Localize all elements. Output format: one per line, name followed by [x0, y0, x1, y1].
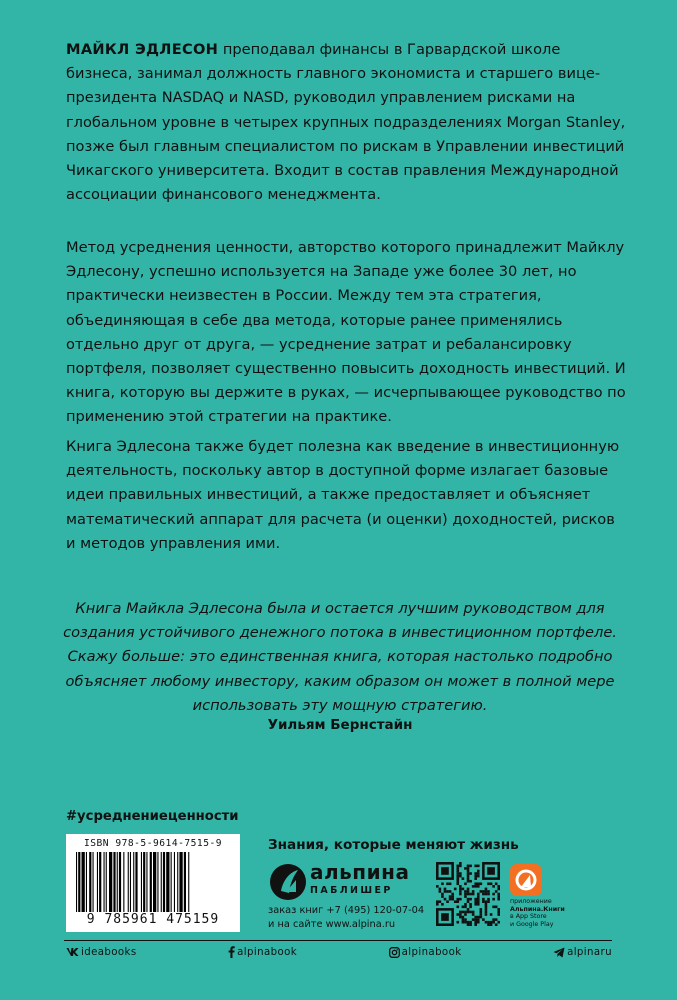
- qr-module: [467, 890, 470, 893]
- social-instagram[interactable]: [389, 946, 462, 958]
- barcode-bar: [104, 852, 105, 912]
- qr-finder-core: [487, 867, 495, 875]
- qr-module: [472, 890, 475, 893]
- barcode-bar: [128, 852, 129, 912]
- qr-module: [497, 893, 500, 896]
- qr-module: [485, 900, 488, 903]
- qr-module: [454, 888, 457, 891]
- qr-module: [492, 885, 495, 888]
- qr-finder-core: [441, 867, 449, 875]
- barcode-bar: [78, 852, 80, 912]
- qr-module: [497, 911, 500, 914]
- barcode-bar: [113, 852, 115, 912]
- qr-module: [456, 865, 459, 868]
- barcode-digits: 9 785961 475159: [86, 912, 220, 927]
- qr-module: [467, 893, 470, 896]
- barcode-bar: [157, 852, 158, 912]
- qr-module: [487, 893, 490, 896]
- qr-module: [474, 921, 477, 924]
- qr-module: [487, 921, 490, 924]
- qr-module: [480, 882, 483, 885]
- order-phone: заказ книг +7 (495) 120-07-04: [268, 905, 425, 916]
- qr-module: [456, 913, 459, 916]
- qr-module: [439, 900, 442, 903]
- qr-module: [469, 880, 472, 883]
- social-vk[interactable]: [66, 946, 137, 958]
- qr-module: [459, 875, 462, 878]
- qr-module: [497, 908, 500, 911]
- qr-module: [485, 903, 488, 906]
- author-bio-text: преподавал финансы в Гарвардской школе бизнеса, занимал должность главного экономиста и старшего вице-президента NASDAQ и NASD, руководил управлением рисками на глобальном уровне в четырех крупных подразделениях Morgan Stanley, позже был главным специалистом по рискам в Управлении инвестиций Чикагского университета. Входит в состав правления Международной ассоциации финансового менеджмента.: [66, 41, 626, 204]
- qr-module: [449, 882, 452, 885]
- qr-module: [467, 870, 470, 873]
- qr-module: [456, 900, 459, 903]
- footer-divider: [64, 940, 612, 941]
- qr-module: [495, 906, 498, 909]
- qr-module: [492, 906, 495, 909]
- publisher-tagline: Знания, которые меняют жизнь: [268, 837, 519, 853]
- qr-finder-core: [441, 913, 449, 921]
- qr-module: [462, 906, 465, 909]
- qr-module: [477, 903, 480, 906]
- barcode-bar: [188, 852, 189, 912]
- qr-module: [456, 875, 459, 878]
- qr-module: [436, 885, 439, 888]
- publisher-name: альпина: [310, 860, 410, 884]
- qr-module: [459, 916, 462, 919]
- barcode-bar: [153, 852, 156, 912]
- barcode-bar: [171, 852, 172, 912]
- qr-module: [495, 890, 498, 893]
- barcode-bar: [97, 852, 98, 912]
- qr-module: [462, 921, 465, 924]
- qr-module: [467, 900, 470, 903]
- qr-module: [464, 882, 467, 885]
- barcode-bar: [82, 852, 85, 912]
- app-promo-line-4: и Google Play: [510, 920, 554, 928]
- qr-module: [464, 903, 467, 906]
- qr-module: [444, 888, 447, 891]
- qr-module: [464, 913, 467, 916]
- qr-module: [456, 880, 459, 883]
- qr-module: [446, 890, 449, 893]
- telegram-icon: [553, 947, 565, 958]
- qr-module: [485, 911, 488, 914]
- quote-author: Уильям Бернстайн: [267, 717, 413, 733]
- qr-module: [472, 911, 475, 914]
- social-instagram-handle: alpinabook: [401, 946, 462, 958]
- qr-module: [459, 913, 462, 916]
- qr-module: [462, 877, 465, 880]
- barcode-bar: [93, 852, 94, 912]
- barcode-bar: [177, 852, 178, 912]
- qr-module: [495, 882, 498, 885]
- qr-module: [497, 913, 500, 916]
- qr-module: [469, 898, 472, 901]
- qr-module: [436, 903, 439, 906]
- social-facebook[interactable]: [228, 946, 297, 958]
- qr-module: [456, 867, 459, 870]
- qr-module: [477, 882, 480, 885]
- qr-module: [474, 865, 477, 868]
- social-vk-handle: ideabooks: [81, 946, 137, 958]
- barcode-bar: [179, 852, 182, 912]
- qr-module: [487, 890, 490, 893]
- qr-module: [487, 923, 490, 926]
- barcode-bar: [130, 852, 131, 912]
- qr-module: [469, 906, 472, 909]
- barcode-bar: [143, 852, 145, 912]
- qr-module: [474, 900, 477, 903]
- qr-module: [462, 888, 465, 891]
- qr-module: [451, 893, 454, 896]
- qr-module: [480, 911, 483, 914]
- qr-module: [472, 885, 475, 888]
- qr-module: [451, 898, 454, 901]
- qr-module: [485, 906, 488, 909]
- qr-module: [469, 893, 472, 896]
- qr-module: [464, 921, 467, 924]
- qr-module: [487, 882, 490, 885]
- qr-module: [474, 923, 477, 926]
- qr-module: [492, 898, 495, 901]
- instagram-icon: [389, 947, 400, 958]
- qr-module: [477, 870, 480, 873]
- qr-module: [469, 903, 472, 906]
- qr-module: [449, 898, 452, 901]
- qr-module: [439, 888, 442, 891]
- qr-module: [467, 888, 470, 891]
- qr-module: [467, 880, 470, 883]
- qr-module: [474, 918, 477, 921]
- qr-module: [469, 911, 472, 914]
- qr-module: [490, 921, 493, 924]
- qr-module: [467, 875, 470, 878]
- qr-module: [464, 890, 467, 893]
- barcode-bar: [89, 852, 91, 912]
- qr-module: [451, 895, 454, 898]
- barcode-bar: [106, 852, 107, 912]
- social-facebook-handle: alpinabook: [237, 946, 298, 958]
- qr-module: [446, 900, 449, 903]
- qr-module: [490, 913, 493, 916]
- qr-module: [456, 882, 459, 885]
- barcode-bars: [76, 852, 230, 912]
- qr-module: [456, 898, 459, 901]
- qr-module: [485, 888, 488, 891]
- qr-module: [492, 893, 495, 896]
- qr-module: [477, 900, 480, 903]
- qr-module: [497, 888, 500, 891]
- qr-module: [490, 882, 493, 885]
- qr-module: [459, 911, 462, 914]
- qr-module: [477, 898, 480, 901]
- barcode-bar: [146, 852, 147, 912]
- qr-module: [485, 908, 488, 911]
- qr-module: [474, 882, 477, 885]
- qr-module: [464, 911, 467, 914]
- qr-module: [449, 895, 452, 898]
- isbn-barcode: [66, 834, 240, 932]
- qr-module: [474, 885, 477, 888]
- barcode-bar: [161, 852, 162, 912]
- review-quote: Книга Майкла Эдлесона была и остается лучшим руководством для создания устойчивого денежного потока в инвестиционном портфеле. Скажу больше: это единственная книга, которая настолько подробно объясняет любому инвестору, каким образом он может в полной мере использовать эту мощную стратегию.: [63, 600, 617, 714]
- qr-module: [474, 903, 477, 906]
- qr-module: [472, 913, 475, 916]
- qr-module: [482, 890, 485, 893]
- qr-module: [467, 908, 470, 911]
- qr-module: [497, 898, 500, 901]
- barcode-bar: [163, 852, 165, 912]
- qr-module: [480, 916, 483, 919]
- qr-module: [464, 906, 467, 909]
- description-paragraph-1: Метод усреднения ценности, авторство которого принадлежит Майклу Эдлесону, успешно используется на Западе уже более 30 лет, но практически неизвестен в России. Между тем эта стратегия, объединяющая в себе два метода, которые ранее применялись отдельно друг от друга, — усреднение затрат и ребалансировку портфеля, позволяет существенно повысить доходность инвестиций. И книга, которую вы держите в руках, — исчерпывающее руководство по применению этой стратегии на практике.: [66, 239, 626, 426]
- barcode-bar: [150, 852, 152, 912]
- qr-module: [464, 893, 467, 896]
- barcode-bar: [135, 852, 137, 912]
- qr-module: [467, 921, 470, 924]
- qr-module: [459, 890, 462, 893]
- qr-module: [480, 913, 483, 916]
- alpina-app-icon: [510, 864, 542, 896]
- qr-module: [467, 923, 470, 926]
- qr-module: [474, 877, 477, 880]
- qr-module: [482, 898, 485, 901]
- social-telegram-handle: alpinaru: [567, 946, 612, 958]
- qr-module: [449, 890, 452, 893]
- hashtag: #усреднениеценности: [66, 809, 239, 824]
- qr-module: [477, 875, 480, 878]
- qr-module: [477, 895, 480, 898]
- qr-module: [459, 898, 462, 901]
- qr-module: [485, 893, 488, 896]
- qr-module: [441, 903, 444, 906]
- qr-module: [464, 895, 467, 898]
- qr-module: [467, 911, 470, 914]
- qr-module: [444, 890, 447, 893]
- qr-module: [441, 895, 444, 898]
- barcode-bar: [133, 852, 134, 912]
- qr-module: [477, 865, 480, 868]
- qr-module: [459, 872, 462, 875]
- qr-module: [497, 885, 500, 888]
- qr-module: [477, 918, 480, 921]
- qr-module: [497, 895, 500, 898]
- qr-module: [467, 898, 470, 901]
- qr-module: [441, 882, 444, 885]
- qr-module: [441, 893, 444, 896]
- order-site: и на сайте www.alpina.ru: [268, 918, 396, 930]
- app-promo-line-3: в App Store: [510, 913, 547, 921]
- barcode-bar: [76, 852, 77, 912]
- qr-module: [482, 918, 485, 921]
- qr-module: [492, 921, 495, 924]
- qr-module: [459, 865, 462, 868]
- qr-module: [462, 916, 465, 919]
- isbn-number: ISBN 978-5-9614-7515-9: [83, 838, 223, 849]
- qr-module: [456, 906, 459, 909]
- qr-module: [446, 882, 449, 885]
- publisher-subtitle: ПАБЛИШЕР: [310, 885, 393, 896]
- qr-module: [487, 900, 490, 903]
- qr-module: [439, 890, 442, 893]
- qr-module: [436, 900, 439, 903]
- qr-module: [456, 877, 459, 880]
- qr-module: [485, 921, 488, 924]
- qr-module: [472, 918, 475, 921]
- qr-module: [459, 885, 462, 888]
- author-name: МАЙКЛ ЭДЛЕСОН: [66, 41, 219, 58]
- qr-module: [477, 916, 480, 919]
- qr-module: [467, 865, 470, 868]
- description-paragraph-2: Книга Эдлесона также будет полезна как введение в инвестиционную деятельность, поскольку автор в доступной форме излагает базовые идеи правильных инвестиций, а также предоставляет и объясняет математический аппарат для расчета (и оценки) доходностей, рисков и методов управления ими.: [66, 438, 620, 552]
- qr-module: [477, 893, 480, 896]
- qr-module: [456, 872, 459, 875]
- barcode-bar: [123, 852, 124, 912]
- qr-module: [474, 898, 477, 901]
- barcode-bar: [117, 852, 118, 912]
- barcode-bar: [184, 852, 186, 912]
- qr-module: [469, 872, 472, 875]
- qr-module: [485, 890, 488, 893]
- qr-module: [467, 867, 470, 870]
- qr-module: [469, 921, 472, 924]
- qr-module: [487, 898, 490, 901]
- author-bio: [66, 38, 626, 207]
- social-links: [66, 946, 612, 958]
- qr-module: [454, 900, 457, 903]
- barcode-bar: [119, 852, 121, 912]
- qr-module: [469, 865, 472, 868]
- qr-module: [474, 916, 477, 919]
- app-promo-line-2: Альпина.Книги: [510, 905, 565, 913]
- qr-module: [464, 867, 467, 870]
- qr-module: [492, 918, 495, 921]
- qr-module: [469, 923, 472, 926]
- barcode-bar: [99, 852, 101, 912]
- qr-module: [459, 888, 462, 891]
- qr-module: [474, 872, 477, 875]
- qr-module: [495, 923, 498, 926]
- qr-module: [459, 862, 462, 865]
- qr-module: [482, 900, 485, 903]
- qr-module: [467, 877, 470, 880]
- qr-module: [477, 885, 480, 888]
- qr-module: [444, 898, 447, 901]
- barcode-bar: [109, 852, 112, 912]
- qr-module: [462, 911, 465, 914]
- qr-module: [462, 918, 465, 921]
- vk-icon: [66, 947, 79, 957]
- qr-module: [490, 923, 493, 926]
- barcode-bar: [174, 852, 175, 912]
- qr-module: [497, 921, 500, 924]
- qr-module: [480, 890, 483, 893]
- app-promo: [510, 898, 590, 928]
- qr-module: [485, 913, 488, 916]
- qr-module: [477, 921, 480, 924]
- social-telegram[interactable]: [553, 946, 612, 958]
- qr-module: [480, 908, 483, 911]
- qr-module: [482, 893, 485, 896]
- facebook-icon: [228, 946, 235, 958]
- barcode-bar: [86, 852, 87, 912]
- qr-module: [477, 872, 480, 875]
- qr-module: [456, 921, 459, 924]
- qr-module: [474, 875, 477, 878]
- barcode-bar: [166, 852, 169, 912]
- qr-module: [459, 893, 462, 896]
- qr-module: [467, 872, 470, 875]
- qr-module: [472, 893, 475, 896]
- qr-module: [495, 918, 498, 921]
- qr-code-icon: [436, 862, 500, 926]
- app-promo-line-1: приложение: [510, 898, 552, 905]
- barcode-bar: [141, 852, 142, 912]
- qr-module: [464, 918, 467, 921]
- order-info: [268, 904, 424, 931]
- qr-module: [456, 870, 459, 873]
